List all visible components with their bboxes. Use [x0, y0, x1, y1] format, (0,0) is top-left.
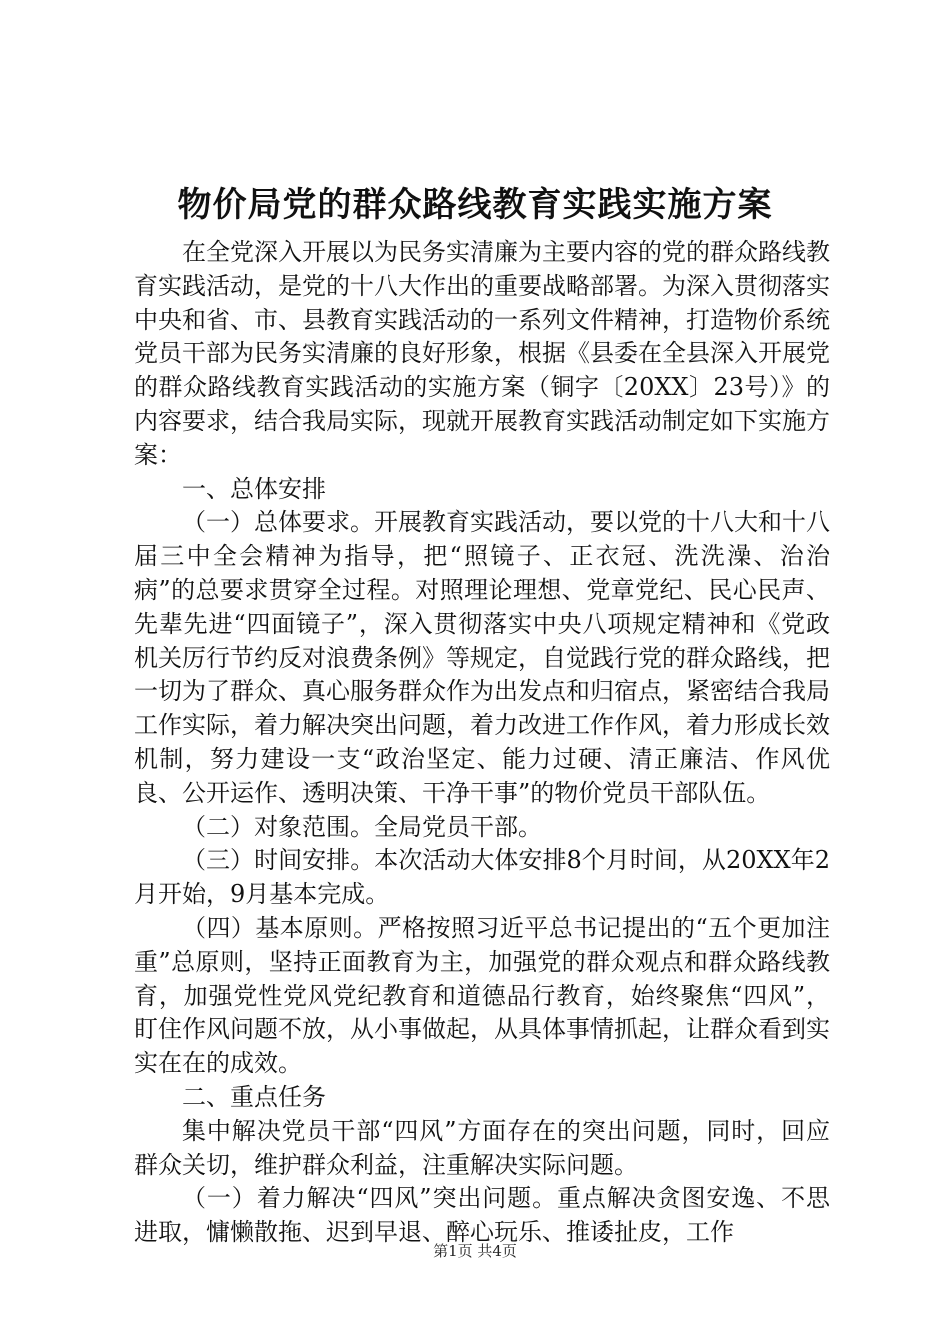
heading-section-2: 二、重点任务	[182, 1082, 326, 1111]
paragraph-time-schedule: （三）时间安排。本次活动大体安排8个月时间，从20XX年2月开始，9月基本完成。	[134, 846, 830, 909]
paragraph-target-scope: （二）对象范围。全局党员干部。	[182, 812, 542, 841]
paragraph-four-winds: （一）着力解决“四风”突出问题。重点解决贪图安逸、不思进取，慵懒散拖、迟到早退、醉心玩乐、推诿扯皮，工作	[134, 1184, 830, 1247]
paragraph-overall-requirements: （一）总体要求。开展教育实践活动，要以党的十八大和十八届三中全会精神为指导，把“照镜子、正衣冠、洗洗澡、治治病”的总要求贯穿全过程。对照理论理想、党章党纪、民心民声、先辈先进“四面镜子”，深入贯彻落实中央八项规定精神和《党政机关厉行节约反对浪费条例》等规定，自觉践行党的群众路线，把一切为了群众、真心服务群众作为出发点和归宿点，紧密结合我局工作实际，着力解决突出问题，着力改进工作作风，着力形成长效机制，努力建设一支“政治坚定、能力过硬、清正廉洁、作风优良、公开运作、透明决策、干净干事”的物价党员干部队伍。	[134, 508, 830, 807]
page-footer: 第1页 共4页	[433, 1242, 517, 1260]
paragraph-key-tasks-intro: 集中解决党员干部“四风”方面存在的突出问题，同时，回应群众关切，维护群众利益，注重解决实际问题。	[134, 1116, 830, 1179]
paragraph-basic-principles: （四）基本原则。严格按照习近平总书记提出的“五个更加注重”总原则，坚持正面教育为主，加强党的群众观点和群众路线教育，加强党性党风党纪教育和道德品行教育，始终聚焦“四风”，盯住作风问题不放，从小事做起，从具体事情抓起，让群众看到实实在在的成效。	[134, 913, 830, 1078]
paragraph-intro: 在全党深入开展以为民务实清廉为主要内容的党的群众路线教育实践活动，是党的十八大作出的重要战略部署。为深入贯彻落实中央和省、市、县教育实践活动的一系列文件精神，打造物价系统党员干部为民务实清廉的良好形象，根据《县委在全县深入开展党的群众路线教育实践活动的实施方案（铜字〔20XX〕23号）》的内容要求，结合我局实际，现就开展教育实践活动制定如下实施方案：	[134, 238, 830, 469]
document-body	[134, 236, 830, 1250]
heading-section-1: 一、总体安排	[182, 474, 326, 503]
document-title: 物价局党的群众路线教育实践实施方案	[177, 185, 773, 225]
